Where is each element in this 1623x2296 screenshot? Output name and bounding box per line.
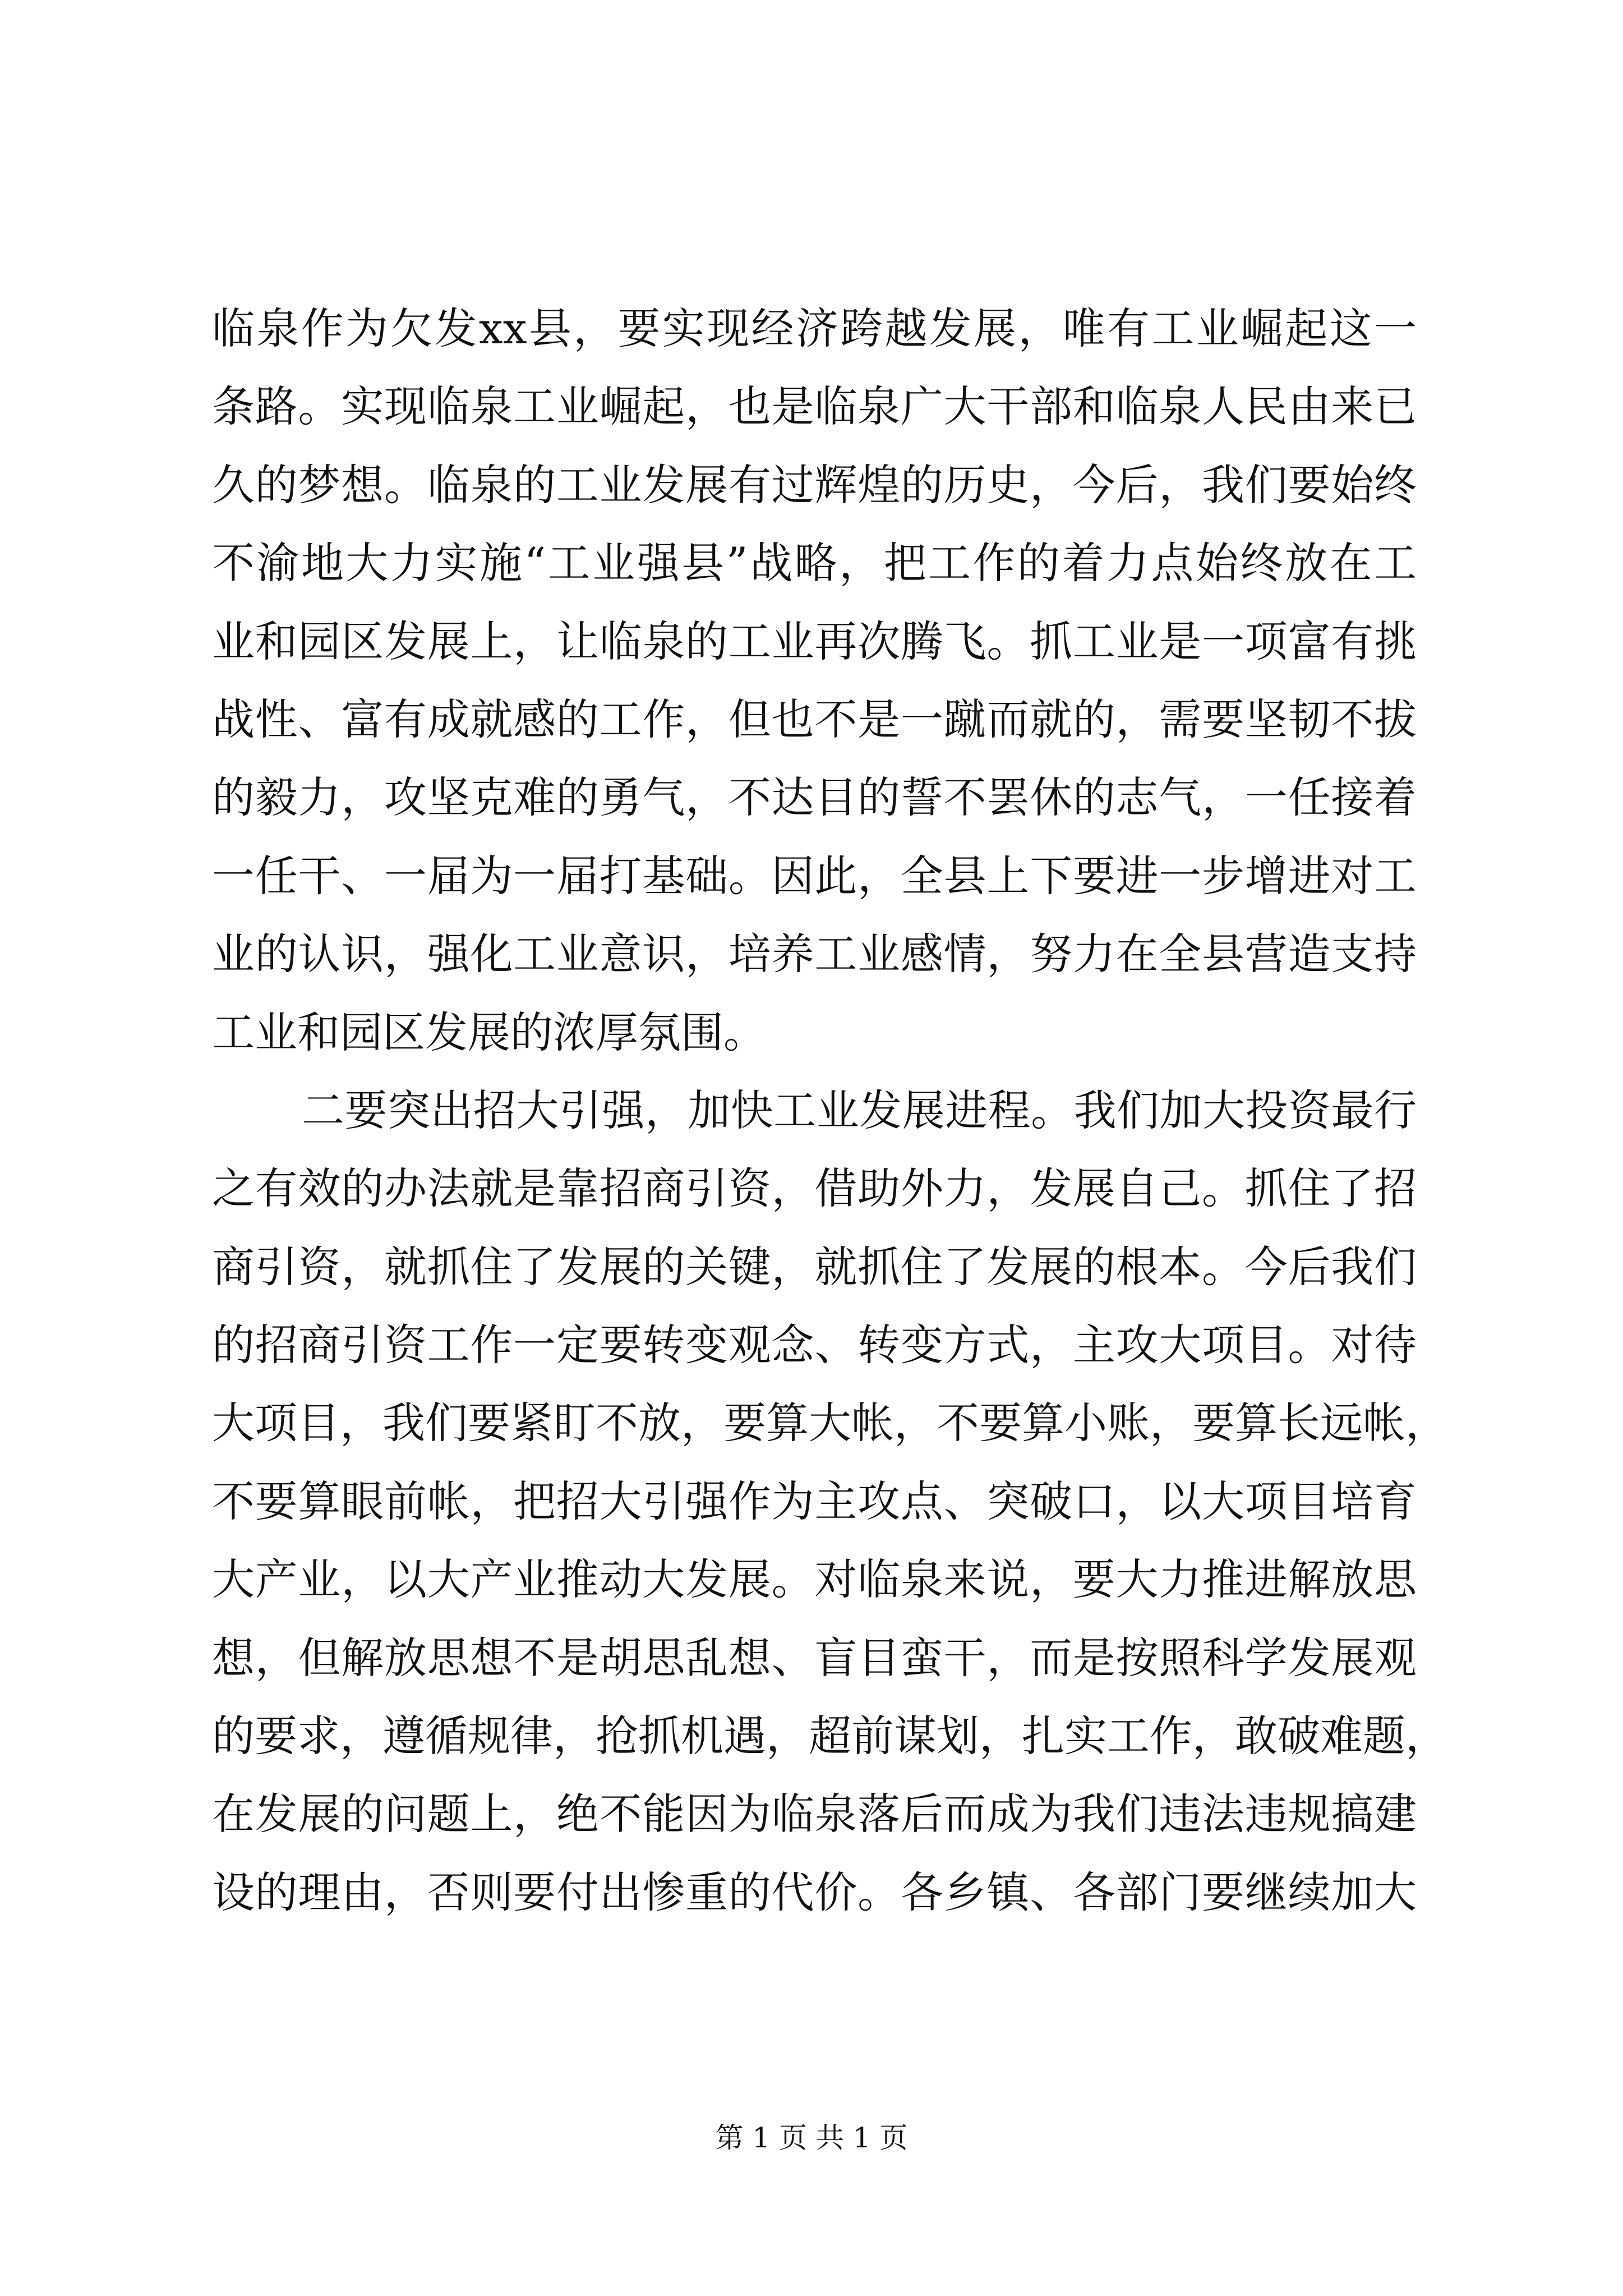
text-line: 商引资，就抓住了发展的关键，就抓住了发展的根本。今后我们: [212, 1241, 1417, 1292]
text-line: 大产业，以大产业推动大发展。对临泉来说，要大力推进解放思: [212, 1554, 1417, 1605]
text-line: 业的认识，强化工业意识，培养工业感情，努力在全县营造支持: [212, 929, 1417, 979]
paragraph-1: [212, 289, 1417, 1071]
text-line: 之有效的办法就是靠招商引资，借助外力，发展自己。抓住了招: [212, 1163, 1417, 1214]
text-line: 二要突出招大引强，加快工业发展进程。我们加大投资最行: [302, 1085, 1417, 1135]
document-body: [212, 289, 1448, 1931]
text-line: 战性、富有成就感的工作，但也不是一蹴而就的，需要坚韧不拔: [212, 694, 1417, 744]
text-line: 的要求，遵循规律，抢抓机遇，超前谋划，扎实工作，敢破难题，: [212, 1711, 1448, 1761]
text-line: 不渝地大力实施“工业强县”战略，把工作的着力点始终放在工: [212, 538, 1417, 588]
text-line: 大项目，我们要紧盯不放，要算大帐，不要算小账，要算长远帐，: [212, 1398, 1448, 1448]
text-line: 在发展的问题上，绝不能因为临泉落后而成为我们违法违规搞建: [212, 1789, 1417, 1839]
text-line: 设的理由，否则要付出惨重的代价。各乡镇、各部门要继续加大: [212, 1867, 1417, 1917]
page-footer: [0, 2118, 1623, 2157]
text-line: 的毅力，攻坚克难的勇气，不达目的誓不罢休的志气，一任接着: [212, 772, 1417, 823]
text-line: 想，但解放思想不是胡思乱想、盲目蛮干，而是按照科学发展观: [212, 1632, 1417, 1683]
text-line: 工业和园区发展的浓厚氛围。: [212, 1007, 766, 1057]
page-number: 第 1 页 共 1 页: [715, 2122, 908, 2154]
paragraph-2: [212, 1071, 1448, 1931]
text-line: 不要算眼前帐，把招大引强作为主攻点、突破口，以大项目培育: [212, 1476, 1417, 1526]
text-line: 的招商引资工作一定要转变观念、转变方式，主攻大项目。对待: [212, 1320, 1417, 1370]
text-line: 久的梦想。临泉的工业发展有过辉煌的历史，今后，我们要始终: [212, 459, 1417, 510]
text-line: 条路。实现临泉工业崛起，也是临泉广大干部和临泉人民由来已: [212, 381, 1417, 432]
text-line: 临泉作为欠发xx县，要实现经济跨越发展，唯有工业崛起这一: [212, 303, 1417, 353]
text-line: 业和园区发展上，让临泉的工业再次腾飞。抓工业是一项富有挑: [212, 616, 1417, 666]
text-line: 一任干、一届为一届打基础。因此，全县上下要进一步增进对工: [212, 850, 1417, 901]
